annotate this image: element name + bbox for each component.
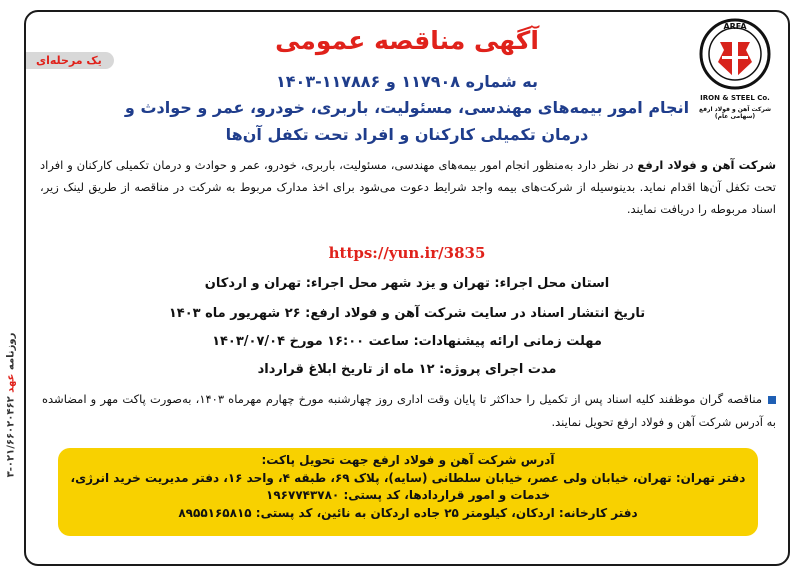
tender-subject bbox=[56, 94, 758, 148]
address-tehran-line2: خدمات و امور قراردادها، کد پستی: ۱۹۶۷۷۴۳۷۸۰ bbox=[266, 488, 550, 502]
address-tehran-line1: دفتر تهران: تهران، خیابان ولی عصر، خیابان سلطانی (سایه)، پلاک ۶۹، طبقه ۴، واحد ۱۶، دفتر مدیریت خرید انرژی، bbox=[70, 470, 746, 485]
side-caption-prefix: روزنامه bbox=[5, 332, 17, 371]
side-caption-phone: ۰۲۱/۶۶۰۲۰۴۶۲-۳ bbox=[5, 396, 17, 478]
bullet-square-icon bbox=[768, 396, 776, 404]
address-heading: آدرس شرکت آهن و فولاد ارفع جهت تحویل پاکت: bbox=[261, 453, 555, 467]
notice-frame bbox=[24, 10, 790, 566]
address-factory: دفتر کارخانه: اردکان، کیلومتر ۲۵ جاده اردکان به نائین، کد پستی: ۸۹۵۵۱۶۵۸۱۵ bbox=[178, 505, 638, 520]
tender-number: به شماره ۱۱۷۹۰۸ و ۱۱۷۸۸۶-۱۴۰۳ bbox=[276, 72, 538, 91]
intro-text: در نظر دارد به‌منظور انجام امور بیمه‌های مهندسی، مسئولیت، باربری، خودرو، عمر و حوادث و درمان تکمیلی کارکنان و افراد تحت تکفل آن‌ها اقدام نماید. بدینوسیله از شرکت‌های بیمه واجد شرایط دعوت می‌شود برای اخذ مدارک مربوط به شرکت در مناقصه از طریق لینک زیر، اسناد مربوطه را دریافت نمایند. bbox=[40, 158, 776, 216]
notice-title: آگهی مناقصه عمومی bbox=[275, 26, 539, 55]
subject-line-1: انجام امور بیمه‌های مهندسی، مسئولیت، باربری، خودرو، عمر و حوادث و bbox=[124, 98, 690, 117]
detail-location: استان محل اجراء: تهران و یزد شهر محل اجراء: تهران و اردکان bbox=[204, 276, 610, 291]
address-box bbox=[58, 448, 758, 536]
submission-note-text: مناقصه گران موظفند کلیه اسناد پس از تکمیل را حداکثر تا پایان وقت اداری روز چهارشنبه مورخ چهارم مهرماه ۱۴۰۳، به‌صورت پاکت مهر و امضاشده به آدرس شرکت آهن و فولاد ارفع تحویل نمایند. bbox=[42, 392, 776, 429]
side-caption bbox=[3, 240, 19, 570]
detail-publish-date: تاریخ انتشار اسناد در سایت شرکت آهن و فولاد ارفع: ۲۶ شهریور ماه ۱۴۰۳ bbox=[168, 306, 646, 321]
company-name: شرکت آهن و فولاد ارفع bbox=[637, 158, 777, 172]
documents-link[interactable]: https://yun.ir/3835 bbox=[328, 244, 486, 262]
logo-company-fa: شرکت آهن و فولاد ارفع (سهامی عام) bbox=[699, 106, 771, 120]
subject-line-2: درمان تکمیلی کارکنان و افراد تحت تکفل آن‌ها bbox=[225, 125, 589, 144]
submission-note bbox=[42, 388, 776, 434]
detail-duration: مدت اجرای پروژه: ۱۲ ماه از تاریخ ابلاغ قرارداد bbox=[257, 362, 557, 377]
one-stage-badge: یک مرحله‌ای bbox=[26, 52, 114, 69]
logo-letters: ARFA bbox=[723, 22, 747, 31]
intro-paragraph bbox=[40, 154, 776, 220]
detail-deadline: مهلت زمانی ارائه پیشنهادات: ساعت ۱۶:۰۰ مورخ ۱۴۰۳/۰۷/۰۴ bbox=[212, 334, 602, 349]
side-caption-paper: عهد bbox=[5, 373, 17, 393]
logo-company-en: IRON & STEEL Co. bbox=[700, 94, 770, 102]
